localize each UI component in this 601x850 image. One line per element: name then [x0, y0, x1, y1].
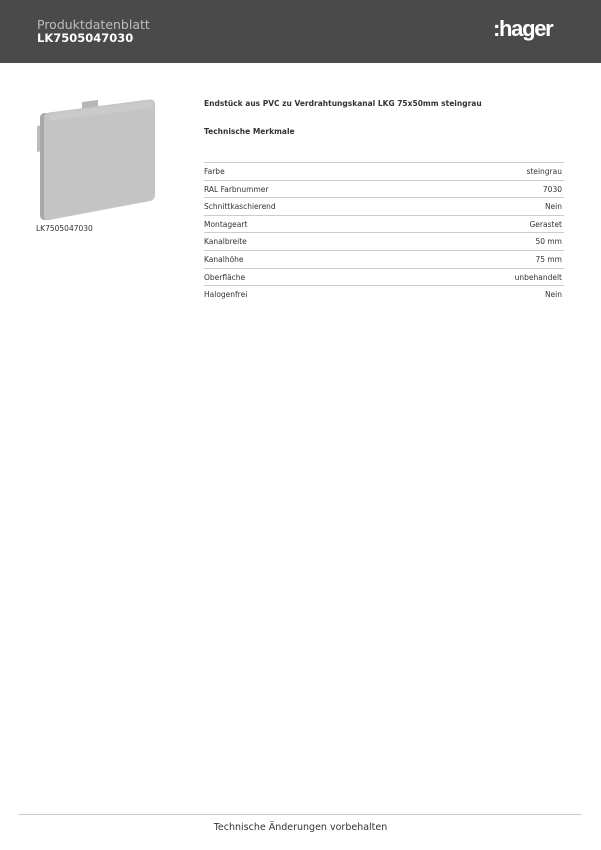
spec-value: steingrau: [526, 167, 562, 176]
document-type: Produktdatenblatt: [37, 17, 150, 32]
spec-row: [204, 251, 564, 269]
spec-value: 50 mm: [535, 237, 562, 247]
page-header: [0, 0, 601, 63]
spec-row: [204, 216, 564, 234]
product-title: Endstück aus PVC zu Verdrahtungskanal LKG 75x50mm steingrau: [204, 99, 482, 108]
spec-row: [204, 286, 564, 304]
spec-row: [204, 181, 564, 199]
spec-row: [204, 163, 564, 181]
spec-row: [204, 198, 564, 216]
spec-value: unbehandelt: [514, 272, 562, 282]
spec-row: [204, 233, 564, 251]
footer-note: Technische Änderungen vorbehalten: [213, 822, 388, 833]
end-cap-product-icon: [36, 96, 160, 222]
spec-label: Montageart: [204, 219, 248, 229]
spec-row: [204, 269, 564, 287]
spec-value: 75 mm: [535, 254, 562, 264]
spec-label: Halogenfrei: [204, 290, 248, 300]
footer-divider: [18, 814, 582, 815]
spec-label: Oberfläche: [204, 272, 246, 282]
spec-label: RAL Farbnummer: [204, 184, 269, 194]
hager-logo: :hager: [493, 16, 553, 41]
spec-value: 7030: [542, 184, 562, 194]
spec-value: Nein: [544, 202, 562, 212]
spec-label: Kanalhöhe: [204, 254, 244, 264]
spec-table: [204, 162, 564, 304]
spec-label: Farbe: [204, 167, 225, 176]
spec-value: Nein: [544, 290, 562, 300]
spec-value: Gerastet: [529, 219, 562, 229]
spec-label: Kanalbreite: [204, 237, 247, 247]
section-title: Technische Merkmale: [204, 127, 295, 136]
spec-label: Schnittkaschierend: [204, 202, 276, 212]
document-id: LK7505047030: [37, 31, 134, 45]
image-caption: LK7505047030: [36, 224, 93, 233]
